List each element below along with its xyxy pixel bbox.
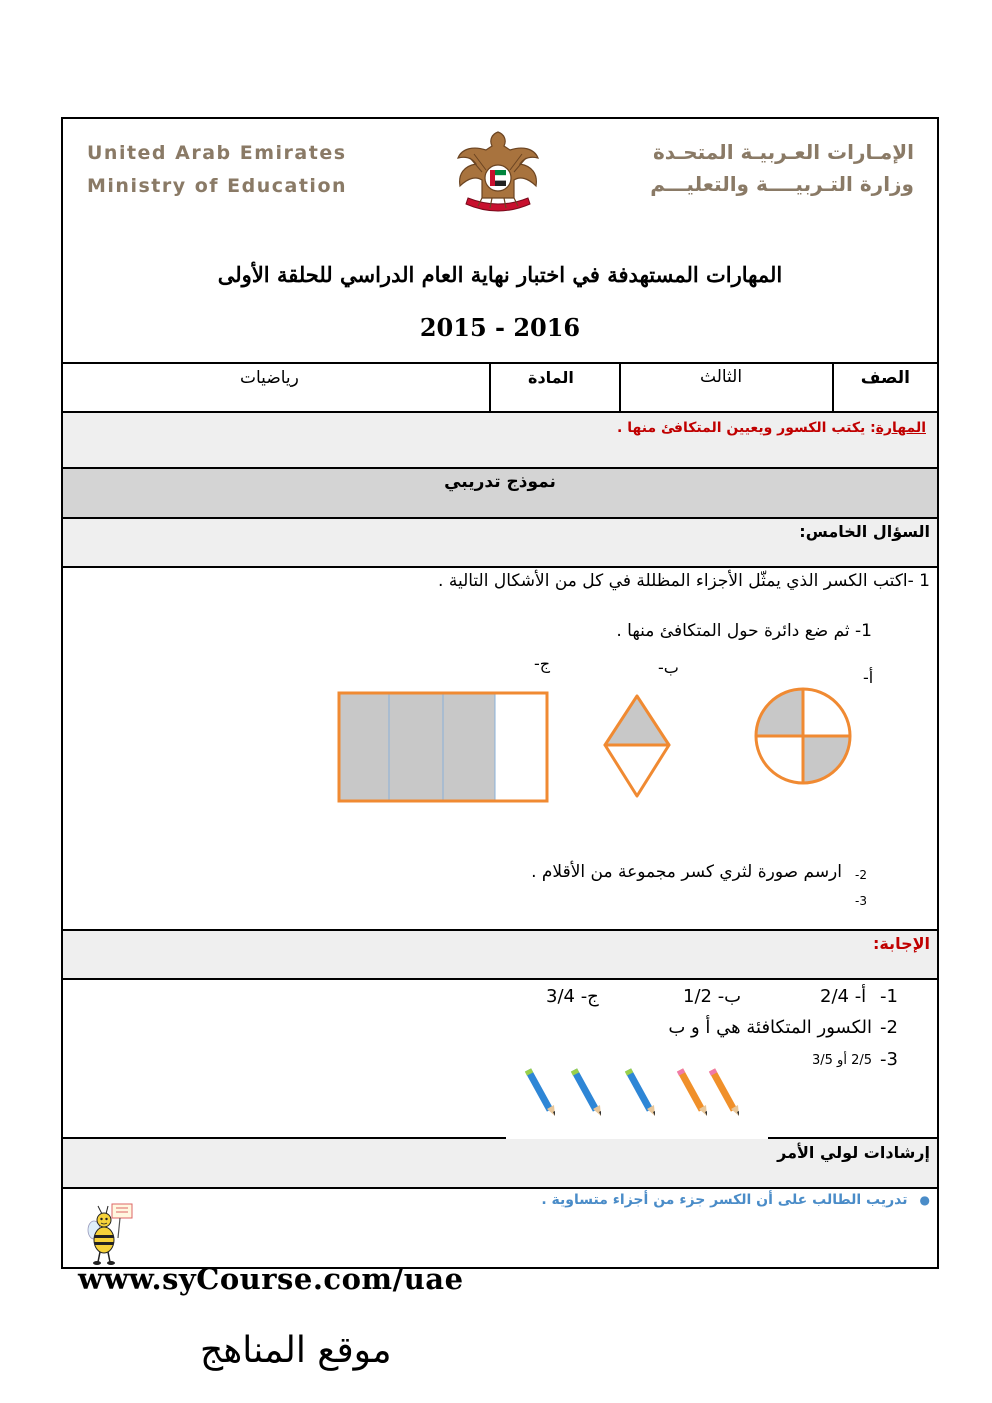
skill-text: : يكتب الكسور ويعيين المتكافئ منها . — [617, 420, 876, 436]
answer-1b: ب- 1/2 — [683, 986, 742, 1007]
bullet-icon: ● — [919, 1193, 930, 1207]
grade-label: الصف — [860, 368, 910, 388]
subject-value: رياضيات — [240, 368, 299, 388]
question-item-1-sub: 1- ثم ضع دائرة حول المتكافئ منها . — [616, 621, 872, 641]
question-item-1: 1 -اكتب الكسر الذي يمثّل الأجزاء المظللة في كل من الأشكال التالية . — [438, 571, 930, 591]
school-year: 2015 - 2016 — [419, 313, 581, 342]
cell-divider — [832, 362, 834, 413]
guidance-bullet-text: تدريب الطالب على أن الكسر جزء من أجزاء متساوية . — [541, 1192, 908, 1208]
guidance-bullet — [541, 1192, 930, 1208]
footer-site-name: موقع المناهج — [200, 1330, 392, 1371]
divider — [61, 362, 939, 364]
answer-2-number: -2 — [880, 1017, 898, 1038]
question-item-2-number: -2 — [855, 868, 867, 882]
shape-label-c: ج- — [534, 654, 551, 673]
bee-mascot-icon — [86, 1200, 136, 1266]
fraction-rhombus-shape — [601, 692, 673, 800]
pencil-icon — [574, 1070, 601, 1116]
cell-divider — [619, 362, 621, 413]
pencil-icon — [680, 1070, 707, 1116]
header-ar-country: الإمـارات العـربيـة المتحـدة — [653, 140, 914, 164]
model-title: نموذج تدريبي — [444, 472, 556, 492]
answer-heading-band — [63, 931, 937, 978]
answer-3: 2/5 أو 3/5 — [812, 1053, 872, 1068]
fraction-rectangle-shape — [336, 690, 550, 804]
skill-line — [617, 420, 926, 436]
answer-3-number: -3 — [880, 1049, 898, 1070]
uae-emblem-icon — [452, 128, 544, 220]
divider — [61, 566, 939, 568]
fraction-circle-shape — [752, 685, 854, 787]
header-ar-ministry: وزارة التـربيــــة والتعليـــم — [650, 172, 914, 196]
grade-value: الثالث — [700, 367, 743, 387]
skill-label: المهارة — [875, 420, 926, 436]
question-item-2: ارسم صورة لثري كسر مجموعة من الأقلام . — [531, 862, 842, 882]
shape-label-a: أ- — [863, 668, 874, 687]
page-title: المهارات المستهدفة في اختبار نهاية العام الدراسي للحلقة الأولى — [217, 262, 783, 287]
pencil-icon — [712, 1070, 739, 1116]
cell-divider — [489, 362, 491, 413]
guidance-heading: إرشادات لولي الأمر — [777, 1143, 930, 1162]
pencils-illustration — [520, 1064, 748, 1120]
answer-heading: الإجابة: — [872, 934, 930, 953]
divider — [61, 1187, 939, 1189]
answer-1a: أ- 2/4 — [820, 986, 867, 1007]
answer-1c: ج- 3/4 — [546, 986, 599, 1007]
subject-label: المادة — [528, 368, 574, 387]
question-item-3-number: -3 — [855, 894, 867, 908]
question-heading: السؤال الخامس: — [799, 522, 930, 541]
answer-2: الكسور المتكافئة هي أ و ب — [668, 1017, 872, 1038]
header-en-ministry: Ministry of Education — [87, 175, 348, 197]
answer-1-number: -1 — [880, 986, 898, 1007]
pencil-icon — [628, 1070, 655, 1116]
divider — [61, 978, 939, 980]
footer-url[interactable]: www.syCourse.com/uae — [78, 1262, 464, 1296]
shape-label-b: ب- — [658, 658, 679, 677]
header-en-country: United Arab Emirates — [87, 142, 347, 164]
pencil-icon — [528, 1070, 555, 1116]
